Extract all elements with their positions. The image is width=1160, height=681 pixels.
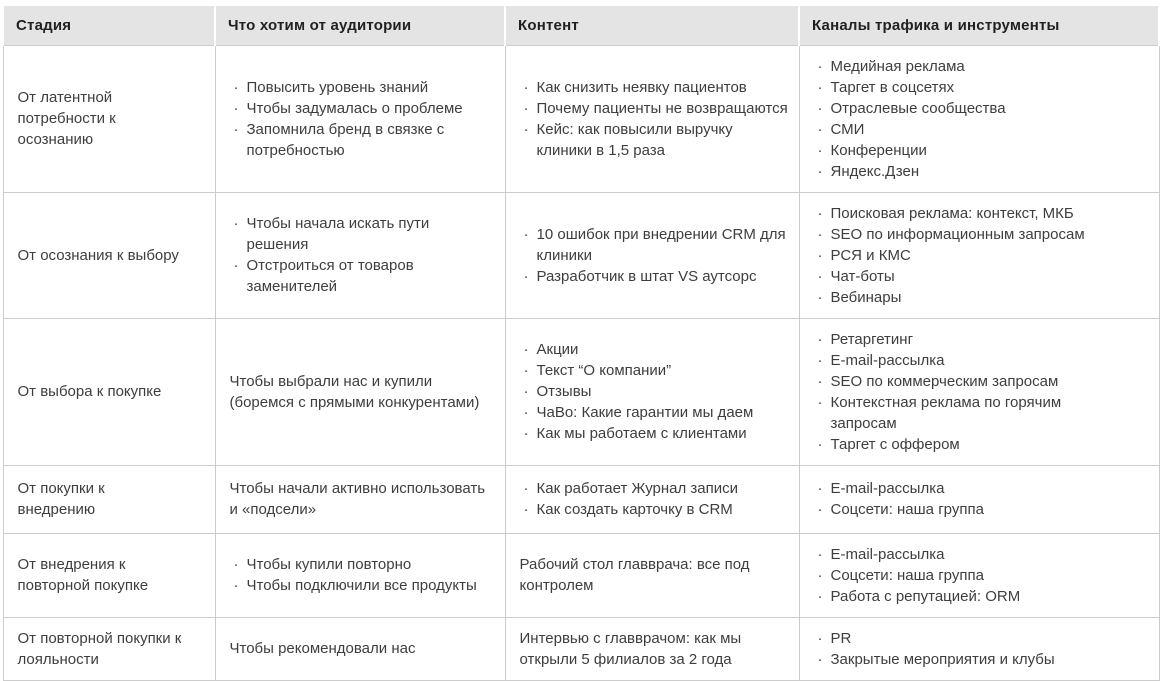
list-item-label: Чтобы купили повторно xyxy=(246,556,412,573)
bullet-icon: · xyxy=(817,99,823,117)
list-item xyxy=(230,98,495,119)
list-item-label: E-mail-рассылка xyxy=(830,545,945,563)
content-cell xyxy=(505,318,799,465)
bullet-icon: · xyxy=(523,99,529,117)
list-item-label: SEO по коммерческим запросам xyxy=(830,372,1059,390)
list-item xyxy=(814,224,1109,245)
stage-cell xyxy=(3,533,215,617)
column-header-channels: Каналы трафика и инструменты xyxy=(799,5,1159,45)
bullet-icon: · xyxy=(817,372,823,390)
bullet-icon: · xyxy=(817,435,823,453)
bullet-icon: · xyxy=(523,78,529,96)
cell-text: От осознания к выбору xyxy=(17,246,179,264)
list-item-label: Медийная реклама xyxy=(830,57,965,75)
audience-cell xyxy=(215,465,505,533)
bullet-icon: · xyxy=(817,650,823,668)
list-item xyxy=(814,119,1109,140)
list-item-label: Текст “О компании” xyxy=(536,362,672,379)
list-item xyxy=(520,266,789,287)
list-item-label: Чтобы задумалась о проблеме xyxy=(246,99,463,117)
list-item-label: ЧаВо: Какие гарантии мы даем xyxy=(536,404,754,421)
table-row xyxy=(3,192,1159,318)
list-item xyxy=(814,499,1109,520)
list-item-label: Соцсети: наша группа xyxy=(830,566,984,584)
table-row xyxy=(3,617,1159,680)
list-item xyxy=(520,499,789,520)
bullet-icon: · xyxy=(817,57,823,75)
list-item-label: Как мы работаем с клиентами xyxy=(536,425,747,442)
list-item xyxy=(520,423,789,444)
list-item-label: Чат-боты xyxy=(830,267,895,285)
list-item xyxy=(814,649,1109,670)
list-item xyxy=(230,554,495,575)
cell-text: Интервью с главврачом: как мы открыли 5 филиалов за 2 года xyxy=(519,629,742,668)
list-item xyxy=(814,478,1109,499)
list-item xyxy=(520,360,789,381)
content-cell xyxy=(505,465,799,533)
bullet-icon: · xyxy=(817,120,823,138)
bullet-icon: · xyxy=(233,99,239,117)
cell-text: От выбора к покупке xyxy=(17,383,162,400)
bullet-icon: · xyxy=(233,78,239,96)
list-item-label: Таргет в соцсетях xyxy=(830,78,955,96)
list-item-label: Таргет с оффером xyxy=(830,435,960,453)
table-row xyxy=(3,533,1159,617)
list-item xyxy=(814,434,1109,455)
header-row xyxy=(3,5,1159,45)
audience-cell xyxy=(215,192,505,318)
list-item-label: Как создать карточку в CRM xyxy=(536,501,733,518)
bullet-icon: · xyxy=(817,204,823,222)
stage-cell xyxy=(3,465,215,533)
bullet-icon: · xyxy=(817,629,823,647)
cell-text: Чтобы рекомендовали нас xyxy=(229,640,416,657)
list-item xyxy=(230,213,495,255)
list-item-label: Закрытые мероприятия и клубы xyxy=(830,650,1055,668)
bullet-icon: · xyxy=(523,425,529,442)
list-item-label: 10 ошибок при внедрении CRM для клиники xyxy=(536,225,786,264)
list-item xyxy=(814,161,1109,182)
audience-cell xyxy=(215,533,505,617)
bullet-icon: · xyxy=(523,362,529,379)
list-item-label: Отстроиться от товаров заменителей xyxy=(246,257,414,295)
list-item-label: Чтобы начала искать пути решения xyxy=(246,215,430,253)
list-item-label: Чтобы подключили все продукты xyxy=(246,577,477,594)
list-item xyxy=(814,371,1109,392)
list-item-label: Акции xyxy=(536,341,579,358)
list-item xyxy=(814,287,1109,308)
list-item-label: Конференции xyxy=(830,141,927,159)
cell-text: От покупки к внедрению xyxy=(17,480,105,518)
cell-text: От внедрения к повторной покупке xyxy=(17,556,149,594)
content-cell xyxy=(505,617,799,680)
bullet-icon: · xyxy=(233,556,239,573)
list-item xyxy=(520,402,789,423)
list-item xyxy=(814,203,1109,224)
list-item-label: Поисковая реклама: контекст, МКБ xyxy=(830,204,1074,222)
bullet-icon: · xyxy=(817,480,823,497)
bullet-icon: · xyxy=(523,501,529,518)
bullet-icon: · xyxy=(817,225,823,243)
list-item xyxy=(230,575,495,596)
content-cell xyxy=(505,533,799,617)
list-item-label: Как работает Журнал записи xyxy=(536,480,739,497)
list-item xyxy=(814,586,1109,607)
list-item xyxy=(520,224,789,266)
list-item-label: Работа с репутацией: ORM xyxy=(830,587,1021,605)
list-item-label: Отраслевые сообщества xyxy=(830,99,1006,117)
list-item xyxy=(520,478,789,499)
audience-cell xyxy=(215,617,505,680)
cell-text: Чтобы выбрали нас и купили (боремся с прямыми конкурентами) xyxy=(229,372,480,411)
bullet-icon: · xyxy=(817,330,823,348)
bullet-icon: · xyxy=(523,120,529,138)
list-item-label: Яндекс.Дзен xyxy=(830,162,920,180)
list-item-label: E-mail-рассылка xyxy=(830,351,945,369)
table-header xyxy=(3,5,1159,45)
list-item xyxy=(520,381,789,402)
list-item-label: Разработчик в штат VS аутсорс xyxy=(536,267,757,285)
bullet-icon: · xyxy=(817,267,823,285)
list-item-label: СМИ xyxy=(830,120,865,138)
bullet-icon: · xyxy=(817,288,823,306)
list-item-label: Контекстная реклама по горячим запросам xyxy=(830,393,1062,432)
list-item-label: Вебинары xyxy=(830,288,902,306)
column-header-content: Контент xyxy=(505,5,799,45)
bullet-icon: · xyxy=(817,162,823,180)
list-item-label: SEO по информационным запросам xyxy=(830,225,1085,243)
bullet-icon: · xyxy=(523,383,529,400)
list-item xyxy=(814,98,1109,119)
audience-cell xyxy=(215,45,505,192)
content-cell xyxy=(505,192,799,318)
list-item xyxy=(814,329,1109,350)
list-item xyxy=(230,255,495,297)
list-item xyxy=(814,392,1109,434)
bullet-icon: · xyxy=(817,141,823,159)
channels-cell xyxy=(799,465,1159,533)
channels-cell xyxy=(799,318,1159,465)
bullet-icon: · xyxy=(817,246,823,264)
bullet-icon: · xyxy=(817,351,823,369)
bullet-icon: · xyxy=(233,577,239,594)
channels-cell xyxy=(799,192,1159,318)
list-item xyxy=(520,98,789,119)
bullet-icon: · xyxy=(233,257,239,274)
list-item xyxy=(814,266,1109,287)
list-item xyxy=(230,119,495,161)
list-item-label: PR xyxy=(830,629,852,647)
bullet-icon: · xyxy=(817,566,823,584)
cell-text: От латентной потребности к осознанию xyxy=(17,89,116,148)
table-row xyxy=(3,318,1159,465)
bullet-icon: · xyxy=(523,225,529,243)
list-item xyxy=(520,77,789,98)
list-item xyxy=(814,565,1109,586)
stage-cell xyxy=(3,45,215,192)
list-item xyxy=(230,77,495,98)
bullet-icon: · xyxy=(233,120,239,138)
table-row xyxy=(3,45,1159,192)
list-item xyxy=(814,140,1109,161)
list-item xyxy=(520,339,789,360)
list-item-label: Кейс: как повысили выручку клиники в 1,5 раза xyxy=(536,120,733,159)
list-item xyxy=(814,77,1109,98)
list-item-label: Отзывы xyxy=(536,383,592,400)
bullet-icon: · xyxy=(817,393,823,411)
list-item xyxy=(814,245,1109,266)
stage-cell xyxy=(3,318,215,465)
list-item-label: Ретаргетинг xyxy=(830,330,914,348)
bullet-icon: · xyxy=(817,501,823,518)
table-body xyxy=(3,45,1159,680)
list-item xyxy=(814,350,1109,371)
bullet-icon: · xyxy=(817,78,823,96)
list-item xyxy=(520,119,789,161)
bullet-icon: · xyxy=(523,267,529,285)
list-item-label: Повысить уровень знаний xyxy=(246,78,429,96)
audience-cell xyxy=(215,318,505,465)
bullet-icon: · xyxy=(233,215,239,232)
list-item-label: Почему пациенты не возвращаются xyxy=(536,99,788,117)
cell-text: Чтобы начали активно использовать и «подсели» xyxy=(229,480,486,518)
list-item-label: Как снизить неявку пациентов xyxy=(536,78,747,96)
content-cell xyxy=(505,45,799,192)
list-item xyxy=(814,544,1109,565)
bullet-icon: · xyxy=(523,341,529,358)
table-row xyxy=(3,465,1159,533)
channels-cell xyxy=(799,533,1159,617)
bullet-icon: · xyxy=(523,404,529,421)
stage-cell xyxy=(3,617,215,680)
channels-cell xyxy=(799,617,1159,680)
list-item-label: Запомнила бренд в связке с потребностью xyxy=(246,120,445,159)
cell-text: Рабочий стол главврача: все под контролем xyxy=(519,556,750,594)
list-item xyxy=(814,628,1109,649)
bullet-icon: · xyxy=(817,545,823,563)
column-header-stage: Стадия xyxy=(3,5,215,45)
column-header-audience: Что хотим от аудитории xyxy=(215,5,505,45)
stage-cell xyxy=(3,192,215,318)
cell-text: От повторной покупки к лояльности xyxy=(17,629,182,668)
bullet-icon: · xyxy=(523,480,529,497)
list-item-label: Соцсети: наша группа xyxy=(830,501,984,518)
channels-cell xyxy=(799,45,1159,192)
list-item xyxy=(814,56,1109,77)
marketing-funnel-table xyxy=(2,4,1160,681)
bullet-icon: · xyxy=(817,587,823,605)
list-item-label: E-mail-рассылка xyxy=(830,480,945,497)
list-item-label: РСЯ и КМС xyxy=(830,246,911,264)
